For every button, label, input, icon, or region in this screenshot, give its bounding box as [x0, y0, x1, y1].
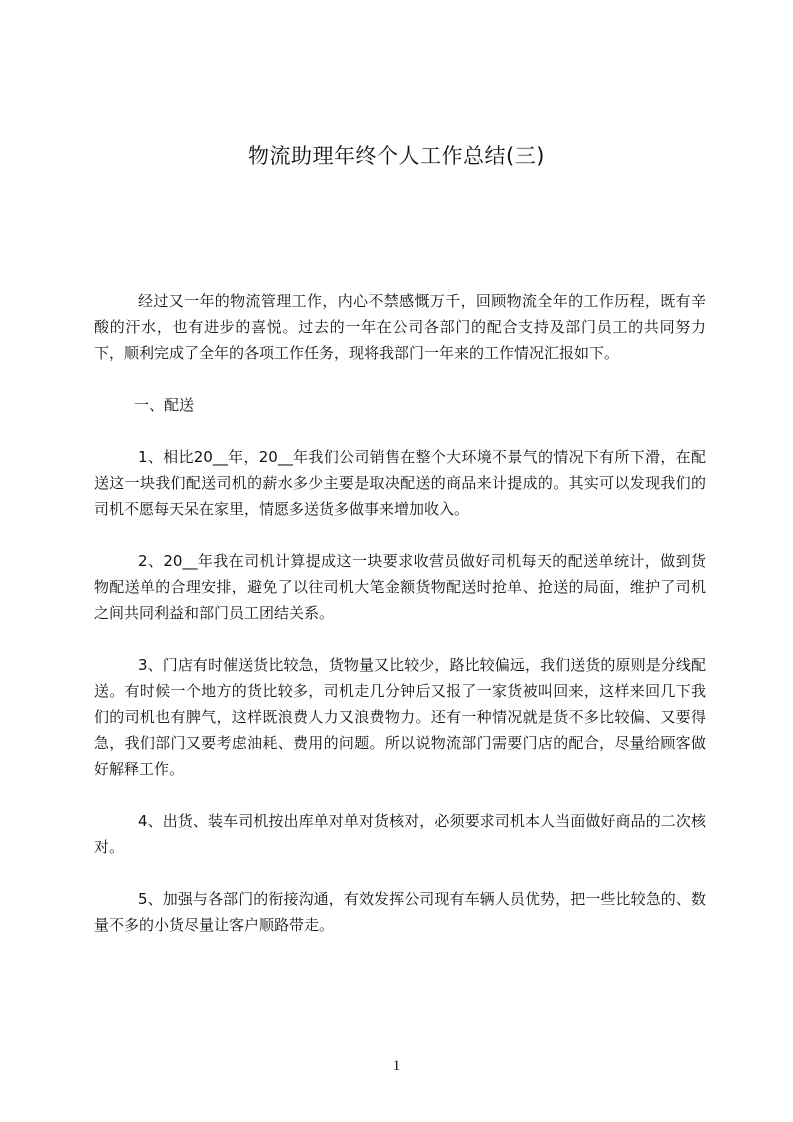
item-paragraph-3: 3、门店有时催送货比较急，货物量又比较少，路比较偏远，我们送货的原则是分线配送。有时候一个地方的货比较多，司机走几分钟后又报了一家货被叫回来，这样来回几下我们的司机也有脾气，这样既浪费人力又浪费物力。还有一种情况就是货不多比较偏、又要得急，我们部门又要考虑油耗、费用的问题。所以说物流部门需要门店的配合，尽量给顾客做好解释工作。: [94, 656, 706, 778]
item-paragraph-4: 4、出货、装车司机按出库单对单对货核对，必须要求司机本人当面做好商品的二次核对。: [94, 812, 706, 856]
document-body: [94, 288, 706, 964]
section-heading-delivery: 一、配送: [134, 396, 195, 414]
item-paragraph-2: 2、20__年我在司机计算提成这一块要求收营员做好司机每天的配送单统计，做到货物配送单的合理安排，避免了以往司机大笔金额货物配送时抢单、抢送的局面，维护了司机之间共同利益和部门员工团结关系。: [94, 552, 706, 622]
item-paragraph-1: 1、相比20__年，20__年我们公司销售在整个大环境不景气的情况下有所下滑，在配送这一块我们配送司机的薪水多少主要是取决配送的商品来计提成的。其实可以发现我们的司机不愿每天呆在家里，情愿多送货多做事来增加收入。: [94, 448, 706, 518]
document-title: 物流助理年终个人工作总结(三): [248, 144, 545, 168]
intro-paragraph: 经过又一年的物流管理工作，内心不禁感慨万千，回顾物流全年的工作历程，既有辛酸的汗水，也有进步的喜悦。过去的一年在公司各部门的配合支持及部门员工的共同努力下，顺利完成了全年的各项工作任务，现将我部门一年来的工作情况汇报如下。: [94, 292, 706, 362]
page-number: 1: [392, 1058, 401, 1074]
item-paragraph-5: 5、加强与各部门的衔接沟通，有效发挥公司现有车辆人员优势，把一些比较急的、数量不多的小货尽量让客户顺路带走。: [94, 890, 706, 934]
